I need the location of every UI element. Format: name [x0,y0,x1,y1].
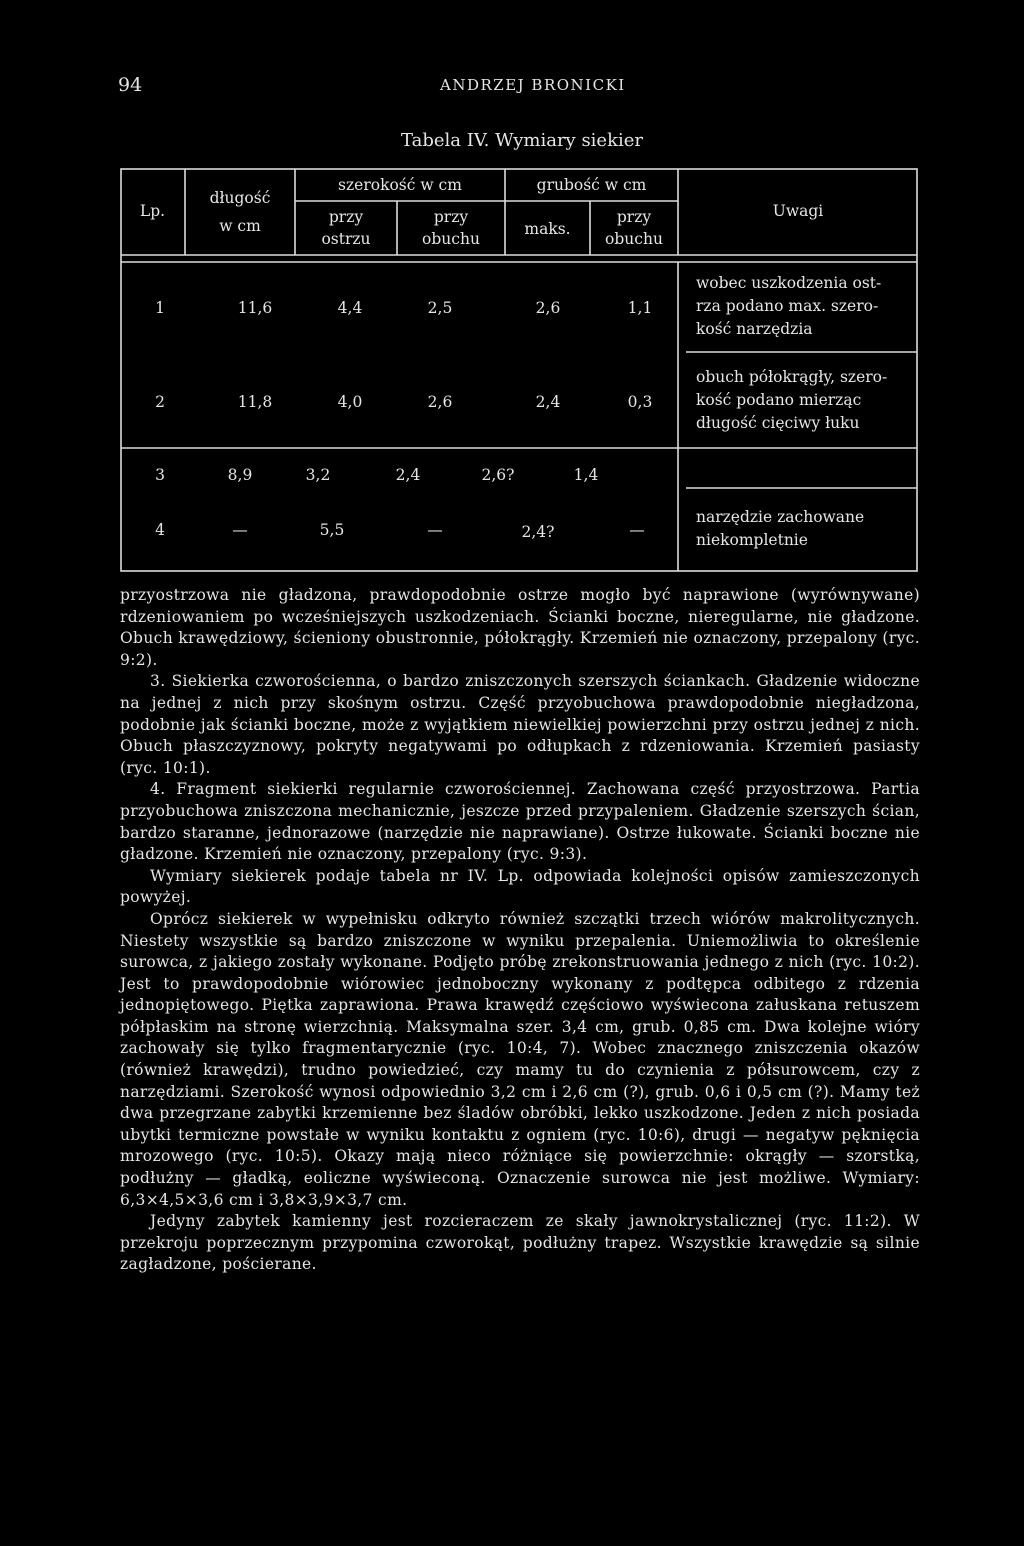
paragraph-4: Wymiary siekierek podaje tabela nr IV. Lp. odpowiada kolejności opisów zamieszczonych powyżej. [120,866,920,907]
paragraph-6: Jedyny zabytek kamienny jest rozcieraczem ze skały jawnokrystalicznej (ryc. 11:2). W przekroju poprzecznym przypomina czworokąt, podłużny trapez. Wszystkie krawędzie są silnie zagładzone, pościerane. [120,1212,920,1274]
header-length-line1: długość [209,188,271,207]
row-3-lp: 3 [155,465,165,484]
row-4-width-blade: 5,5 [319,520,345,539]
page-number: 94 [118,74,143,96]
row-4-width-butt: — [427,520,443,539]
paragraph-3: 4. Fragment siekierki regularnie czworościennej. Zachowana część przyostrzowa. Partia przyobuchowa zniszczona mechanicznie, jeszcze przed przypaleniem. Gładzenie szerszych ścian, bardzo staranne, jednorazowe (narzędzie nie naprawiane). Ostrze łukowate. Ścianki boczne nie gładzone. Krzemień nie oznaczony, przepalony (ryc. 9:3). [120,780,920,864]
dimensions-table [120,168,918,572]
row-1-thick-butt: 1,1 [627,298,653,317]
row-3-thick-butt: 1,4 [573,465,599,484]
row-4-thick-butt: — [629,520,645,539]
header-lp: Lp. [139,202,166,220]
header-notes: Uwagi [772,202,824,220]
row-2-thick-butt: 0,3 [627,392,653,411]
header-width-blade-line1: przy [328,207,364,226]
row-1-note-line1: wobec uszkodzenia ost- [696,274,882,292]
row-1-lp: 1 [155,298,165,317]
row-1-note-line3: kość narzędzia [696,320,813,338]
row-2-width-blade: 4,0 [337,392,363,411]
row-1-length: 11,6 [237,298,273,317]
row-1-thick-max: 2,6 [535,298,561,317]
header-thickness-butt-line2: obuchu [605,229,663,248]
row-4-note-line2: niekompletnie [696,531,808,549]
row-4-note-line1: narzędzie zachowane [696,508,865,526]
row-3-width-butt: 2,4 [395,465,421,484]
row-2-note-line3: długość cięciwy łuku [696,414,860,432]
row-1-note-line2: rza podano max. szero- [696,297,879,315]
row-2-length: 11,8 [237,392,273,411]
row-4-note [696,506,918,552]
header-thickness-butt-line1: przy [616,207,652,226]
body-text [120,585,920,1276]
row-1-width-butt: 2,5 [427,298,453,317]
row-2-width-butt: 2,6 [427,392,453,411]
header-thickness-max: maks. [524,219,571,238]
header-width: szerokość w cm [338,175,462,194]
row-1-note [696,272,918,341]
header-width-butt-line1: przy [433,207,469,226]
paragraph-5: Oprócz siekierek w wypełnisku odkryto również szczątki trzech wiórów makrolitycznych. Niestety wszystkie są bardzo zniszczone w wyniku przepalenia. Uniemożliwia to określenie surowca, z jakiego zostały wykonane. Podjęto próbę zrekonstruowania jednego z nich (ryc. 10:2). Jest to prawdopodobnie wiórowiec jednoboczny wykonany z podtępca odbitego z rdzenia jednopiętowego. Piętka zaprawiona. Prawa krawędź częściowo wyświecona załuskana retuszem półpłaskim na stronę wierzchnią. Maksymalna szer. 3,4 cm, grub. 0,85 cm. Dwa kolejne wióry zachowały się tylko fragmentarycznie (ryc. 10:4, 7). Wobec znacznego zniszczenia okazów (również krawędzi), trudno powiedzieć, czy mamy tu do czynienia z półsurowcem, czy z narzędziami. Szerokość wynosi odpowiednio 3,2 cm i 2,6 cm (?), grub. 0,6 i 0,5 cm (?). Mamy też dwa przegrzane zabytki krzemienne bez śladów obróbki, lekko uszkodzone. Jeden z nich posiada ubytki termiczne powstałe w wyniku kontaktu z ogniem (ryc. 10:6), drugi — negatyw pęknięcia mrozowego (ryc. 10:5). Okazy mają nieco różniące się powierzchnie: okrągły — szorstką, podłużny — gładką, eoliczne wyświeconą. Oznaczenie surowca nie jest możliwe. Wymiary: 6,3×4,5×3,6 cm i 3,8×3,9×3,7 cm. [120,909,920,1209]
row-3-width-blade: 3,2 [305,465,331,484]
header-length-line2: w cm [219,216,261,235]
header-width-butt-line2: obuchu [422,229,480,248]
table-caption: Tabela IV. Wymiary siekier [400,130,644,151]
row-1-width-blade: 4,4 [337,298,363,317]
row-4-length: — [232,520,248,539]
row-2-note [696,366,918,435]
row-2-thick-max: 2,4 [535,392,561,411]
row-2-note-line2: kość podano mierząc [696,391,862,409]
row-2-note-line1: obuch półokrągły, szero- [696,368,888,386]
row-2-lp: 2 [155,392,165,411]
paragraph-2: 3. Siekierka czworościenna, o bardzo zniszczonych szerszych ściankach. Gładzenie widoczne na jednej z nich przy skośnym ostrzu. Część przyobuchowa prawdopodobnie niegładzona, podobnie jak ścianki boczne, może z wyjątkiem niewielkiej powierzchni przy ostrzu jednej z nich. Obuch płaszczyznowy, pokryty negatywami po odłupkach z rdzeniowania. Krzemień pasiasty (ryc. 10:1). [120,672,920,777]
header-thickness: grubość w cm [536,175,647,194]
row-3-thick-max: 2,6? [481,465,515,484]
running-head: ANDRZEJ BRONICKI [440,76,626,94]
row-3-length: 8,9 [227,465,253,484]
row-4-thick-max: 2,4? [521,522,555,541]
header-width-blade-line2: ostrzu [321,229,371,248]
paragraph-1: przyostrzowa nie gładzona, prawdopodobnie ostrze mogło być naprawione (wyrównywane) rdzeniowaniem po wcześniejszych uszkodzeniach. Ścianki boczne, nieregularne, nie gładzone. Obuch krawędziowy, ścieniony obustronnie, półokrągły. Krzemień nie oznaczony, przepalony (ryc. 9:2). [120,586,920,669]
row-4-lp: 4 [155,520,165,539]
